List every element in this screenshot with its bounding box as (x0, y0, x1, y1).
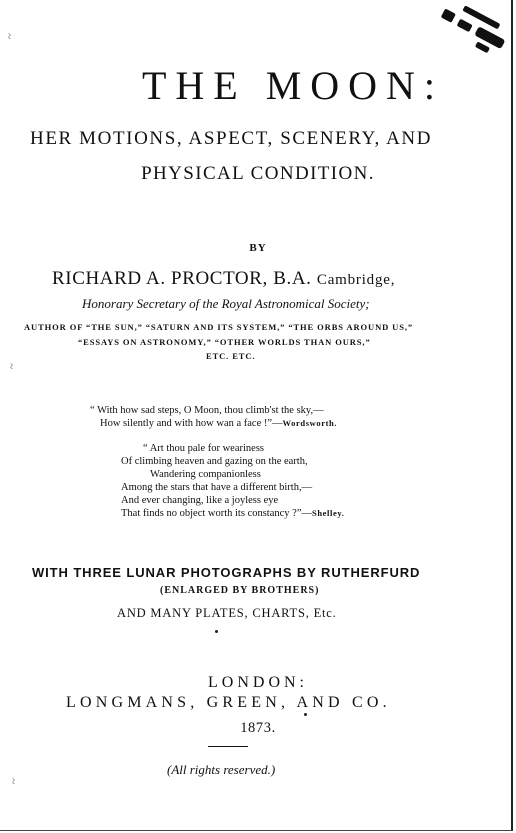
epigraph-2-line-5: And ever changing, like a joyless eye (121, 495, 279, 506)
margin-pencil-mark: ~ (2, 33, 15, 39)
epigraph-2-attribution: Shelley. (312, 508, 345, 518)
by-label: BY (249, 242, 267, 254)
epigraph-2-line-4: Among the stars that have a different birth,— (121, 482, 313, 493)
author-line (52, 268, 395, 290)
other-works-line-2: “ESSAYS ON ASTRONOMY,” “OTHER WORLDS THAN OURS,” (78, 337, 371, 347)
publisher-city: LONDON: (208, 674, 308, 691)
subtitle-line-2: PHYSICAL CONDITION. (141, 163, 375, 184)
author-name: RICHARD A. PROCTOR, B.A. (52, 268, 312, 289)
subtitle-line-1: HER MOTIONS, ASPECT, SCENERY, AND (30, 128, 433, 149)
publisher-name: LONGMANS, GREEN, AND CO. (66, 694, 391, 711)
epigraph-1-text: How silently and with how wan a face !”— (100, 418, 283, 429)
enlarged-note: (ENLARGED BY BROTHERS) (160, 585, 320, 596)
plates-note: AND MANY PLATES, CHARTS, Etc. (117, 606, 337, 620)
margin-pencil-mark: ~ (4, 363, 17, 369)
epigraph-2-line-3: Wandering companionless (150, 469, 261, 480)
epigraph-1-line-1: “ With how sad steps, O Moon, thou climb'st the sky,— (90, 405, 324, 416)
epigraph-2-line-6 (121, 507, 344, 520)
ink-dot (304, 713, 307, 716)
author-honorary-title: Honorary Secretary of the Royal Astronomical Society; (82, 296, 370, 311)
book-title: THE MOON: (141, 63, 445, 108)
ink-dot (215, 630, 218, 633)
epigraph-1-line-2 (100, 417, 337, 430)
divider-rule (208, 746, 248, 747)
other-works-line-3: ETC. ETC. (206, 351, 256, 361)
photographs-note: WITH THREE LUNAR PHOTOGRAPHS BY RUTHERFURD (32, 565, 421, 580)
margin-pencil-mark: ~ (6, 778, 19, 784)
publication-year: 1873. (240, 720, 276, 736)
epigraph-2-text: That finds no object worth its constancy ?”— (121, 508, 312, 519)
author-college: Cambridge, (316, 272, 396, 288)
other-works-line-1: AUTHOR OF “THE SUN,” “SATURN AND ITS SYSTEM,” “THE ORBS AROUND US,” (24, 322, 414, 332)
epigraph-2-line-2: Of climbing heaven and gazing on the earth, (121, 456, 308, 467)
epigraph-1-attribution: Wordsworth. (282, 418, 338, 428)
epigraph-2-line-1: “ Art thou pale for weariness (143, 443, 265, 454)
library-stamp-icon (434, 6, 512, 56)
rights-notice: (All rights reserved.) (167, 762, 276, 777)
